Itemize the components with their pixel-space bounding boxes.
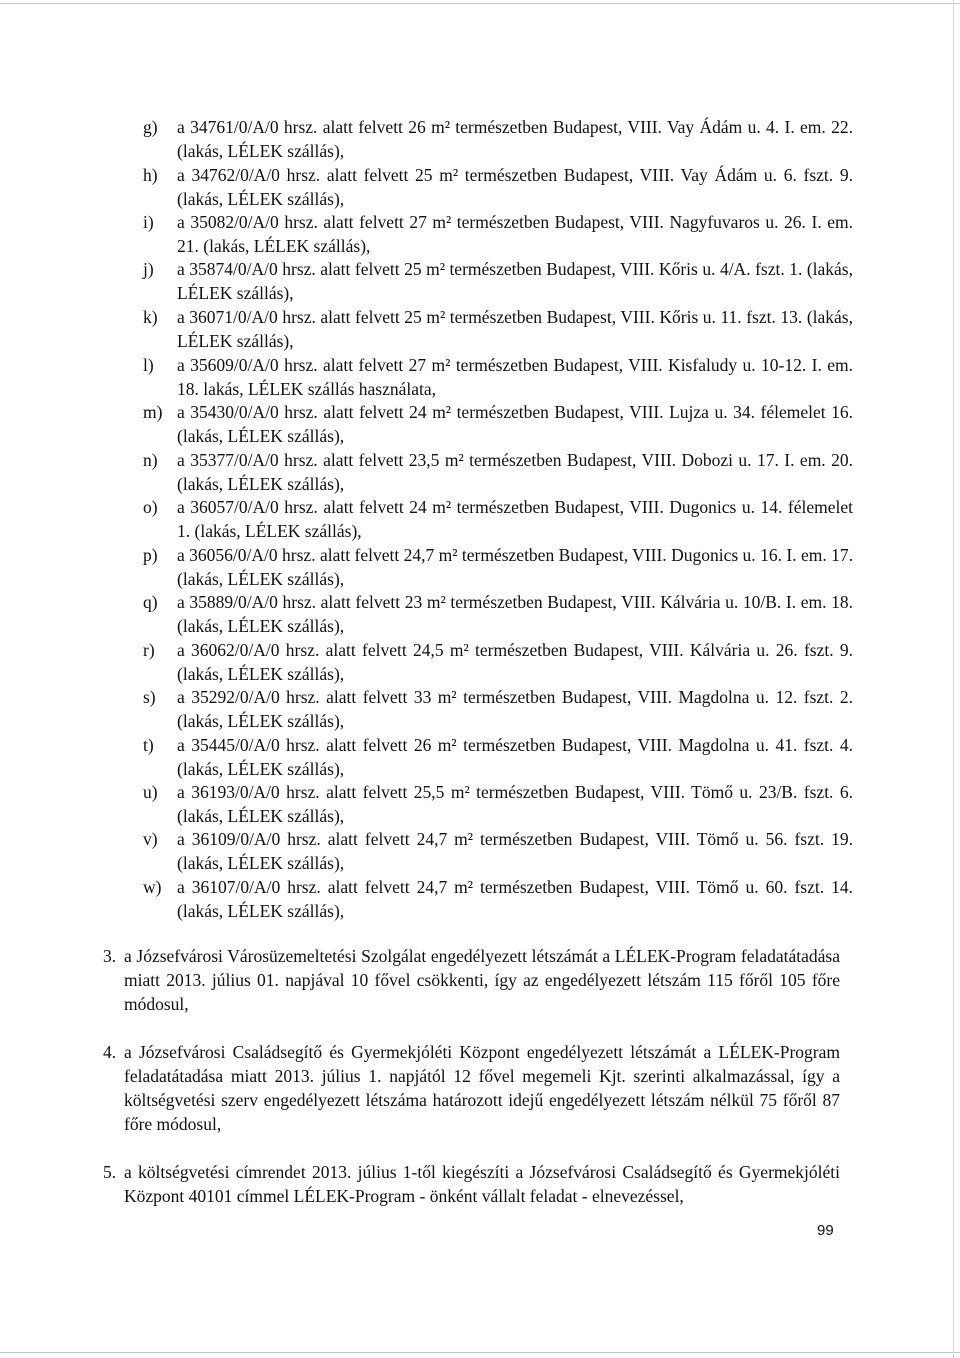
- list-item-text: a 34761/0/A/0 hrsz. alatt felvett 26 m² természetben Budapest, VIII. Vay Ádám u. 4. I. em. 22. (lakás, LÉLEK szállás),: [177, 117, 853, 161]
- list-item-label: t): [143, 735, 154, 755]
- list-item-label: w): [143, 877, 162, 897]
- list-item-label: m): [143, 402, 163, 422]
- list-item-label: p): [143, 545, 158, 565]
- list-item-label: l): [143, 355, 154, 375]
- list-item-text: a 35889/0/A/0 hrsz. alatt felvett 23 m² természetben Budapest, VIII. Kálvária u. 10/B. I. em. 18. (lakás, LÉLEK szállás),: [177, 592, 853, 636]
- list-item-label: v): [143, 829, 158, 849]
- list-item-label: i): [143, 212, 154, 232]
- list-item-text: a 35082/0/A/0 hrsz. alatt felvett 27 m² természetben Budapest, VIII. Nagyfuvaros u. 26. I. em. 21. (lakás, LÉLEK szállás),: [177, 212, 853, 256]
- scan-edge-right: [953, 0, 954, 1358]
- numbered-paragraph-label: 5.: [103, 1162, 117, 1182]
- list-item-label: s): [143, 687, 156, 707]
- list-item-text: a 35609/0/A/0 hrsz. alatt felvett 27 m² természetben Budapest, VIII. Kisfaludy u. 10-12. I. em. 18. lakás, LÉLEK szállás használata,: [177, 355, 853, 399]
- list-item-label: q): [143, 592, 158, 612]
- list-item-text: a 35377/0/A/0 hrsz. alatt felvett 23,5 m² természetben Budapest, VIII. Dobozi u. 17. I. em. 20. (lakás, LÉLEK szállás),: [177, 450, 853, 494]
- numbered-paragraph-label: 4.: [103, 1042, 117, 1062]
- list-item-text: a 35292/0/A/0 hrsz. alatt felvett 33 m² természetben Budapest, VIII. Magdolna u. 12. fszt. 2. (lakás, LÉLEK szállás),: [177, 687, 853, 731]
- numbered-paragraph-text: a költségvetési címrendet 2013. július 1-től kiegészíti a Józsefvárosi Családsegítő és Gyermekjóléti Központ 40101 címmel LÉLEK-Program - önként vállalt feladat - elnevezéssel,: [124, 1162, 840, 1206]
- list-item-text: a 35445/0/A/0 hrsz. alatt felvett 26 m² természetben Budapest, VIII. Magdolna u. 41. fszt. 4. (lakás, LÉLEK szállás),: [177, 735, 853, 779]
- list-item-label: n): [143, 450, 158, 470]
- list-item-text: a 36056/0/A/0 hrsz. alatt felvett 24,7 m² természetben Budapest, VIII. Dugonics u. 16. I. em. 17. (lakás, LÉLEK szállás),: [177, 545, 853, 589]
- list-item-label: h): [143, 165, 158, 185]
- page-number: 99: [817, 1222, 834, 1239]
- list-item-label: u): [143, 782, 158, 802]
- numbered-paragraph-label: 3.: [103, 946, 117, 966]
- scan-edge-bottom: [0, 1352, 960, 1353]
- numbered-paragraph-text: a Józsefvárosi Családsegítő és Gyermekjóléti Központ engedélyezett létszámát a LÉLEK-Program feladatátadása miatt 2013. július 1. napjától 12 fővel megemeli Kjt. szerinti alkalmazással, így a költségvetési szerv engedélyezett létszáma határozott idejű engedélyezett létszám nélkül 75 főről 87 főre módosul,: [124, 1042, 840, 1134]
- list-item-text: a 36057/0/A/0 hrsz. alatt felvett 24 m² természetben Budapest, VIII. Dugonics u. 14. félemelet 1. (lakás, LÉLEK szállás),: [177, 497, 853, 541]
- list-item-text: a 36062/0/A/0 hrsz. alatt felvett 24,5 m² természetben Budapest, VIII. Kálvária u. 26. fszt. 9. (lakás, LÉLEK szállás),: [177, 640, 853, 684]
- list-item-text: a 34762/0/A/0 hrsz. alatt felvett 25 m² természetben Budapest, VIII. Vay Ádám u. 6. fszt. 9. (lakás, LÉLEK szállás),: [177, 165, 853, 209]
- list-item-text: a 36193/0/A/0 hrsz. alatt felvett 25,5 m² természetben Budapest, VIII. Tömő u. 23/B. fszt. 6. (lakás, LÉLEK szállás),: [177, 782, 853, 826]
- list-item-label: j): [143, 259, 154, 279]
- list-item-label: g): [143, 117, 158, 137]
- list-item-text: a 36071/0/A/0 hrsz. alatt felvett 25 m² természetben Budapest, VIII. Kőris u. 11. fszt. 13. (lakás, LÉLEK szállás),: [177, 307, 853, 351]
- list-item-text: a 36109/0/A/0 hrsz. alatt felvett 24,7 m² természetben Budapest, VIII. Tömő u. 56. fszt. 19. (lakás, LÉLEK szállás),: [177, 829, 853, 873]
- list-item-label: r): [143, 640, 155, 660]
- list-item-text: a 36107/0/A/0 hrsz. alatt felvett 24,7 m² természetben Budapest, VIII. Tömő u. 60. fszt. 14. (lakás, LÉLEK szállás),: [177, 877, 853, 921]
- scan-edge-top: [0, 3, 960, 4]
- list-item-label: o): [143, 497, 158, 517]
- list-item-label: k): [143, 307, 158, 327]
- list-item-text: a 35874/0/A/0 hrsz. alatt felvett 25 m² természetben Budapest, VIII. Kőris u. 4/A. fszt. 1. (lakás, LÉLEK szállás),: [177, 259, 853, 303]
- numbered-paragraph-text: a Józsefvárosi Városüzemeltetési Szolgálat engedélyezett létszámát a LÉLEK-Program feladatátadása miatt 2013. július 01. napjával 10 fővel csökkenti, így az engedélyezett létszám 115 főről 105 főre módosul,: [124, 946, 840, 1014]
- list-item-text: a 35430/0/A/0 hrsz. alatt felvett 24 m² természetben Budapest, VIII. Lujza u. 34. félemelet 16. (lakás, LÉLEK szállás),: [177, 402, 853, 446]
